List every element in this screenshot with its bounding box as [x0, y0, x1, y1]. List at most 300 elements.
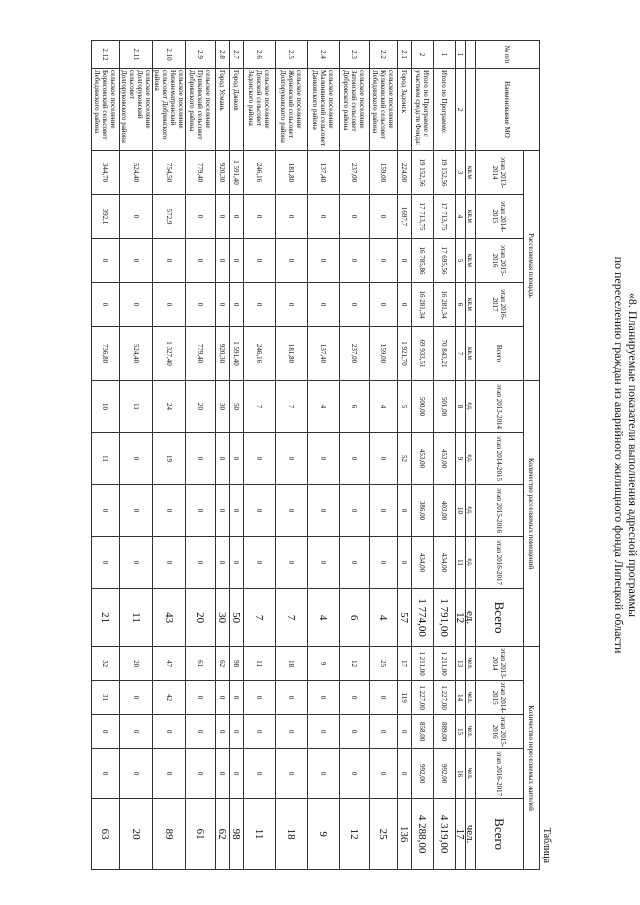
value-cell: 0 [92, 239, 120, 283]
unit-cell: чел. [466, 647, 476, 681]
row-number: 2.8 [216, 41, 230, 69]
value-cell: 0 [230, 715, 244, 749]
value-cell: 392,1 [92, 195, 120, 239]
value-cell: 0 [230, 195, 244, 239]
value-cell: 17 [398, 647, 412, 681]
header-people-col: этап 2015-2016 [476, 715, 524, 749]
value-cell: 0 [398, 239, 412, 283]
value-cell: 0 [244, 195, 276, 239]
value-cell: 0 [92, 485, 120, 537]
value-cell: 0 [370, 485, 398, 537]
value-cell: 434,00 [412, 537, 434, 589]
value-cell: 0 [398, 715, 412, 749]
col-number: 6 [456, 283, 466, 327]
value-cell: 17 713,75 [434, 195, 456, 239]
value-cell: 0 [153, 537, 186, 589]
value-cell: 16 281,34 [412, 283, 434, 327]
value-cell: 1 791,00 [434, 589, 456, 647]
value-cell: 7 [276, 381, 308, 433]
table-row [230, 41, 244, 870]
col-number: 8 [456, 381, 466, 433]
value-cell: 19 152,56 [434, 151, 456, 195]
value-cell: 992,00 [412, 749, 434, 799]
value-cell: 1 211,00 [434, 647, 456, 681]
value-cell: 6 [340, 381, 370, 433]
value-cell: 889,00 [434, 715, 456, 749]
value-cell: 31 [92, 681, 120, 715]
col-number: 12 [456, 589, 466, 647]
col-number: 1 [456, 41, 466, 69]
value-cell: 0 [244, 239, 276, 283]
row-number: 2.2 [370, 41, 398, 69]
value-cell: 63 [92, 799, 120, 870]
value-cell: 11 [244, 799, 276, 870]
header-rooms-col: этап 2016-2017 [476, 537, 524, 589]
value-cell: 0 [370, 239, 398, 283]
value-cell: 0 [216, 239, 230, 283]
value-cell: 0 [120, 195, 153, 239]
unit-cell: чел. [466, 715, 476, 749]
value-cell: 0 [340, 283, 370, 327]
row-number: 2.6 [244, 41, 276, 69]
value-cell: 0 [186, 283, 216, 327]
table-row [370, 41, 398, 870]
value-cell: 137,40 [308, 151, 340, 195]
municipality-name: Город Усмань [216, 69, 230, 151]
value-cell: 0 [340, 195, 370, 239]
value-cell: 7 [244, 589, 276, 647]
value-cell: 524,40 [120, 327, 153, 381]
value-cell: 754,50 [153, 151, 186, 195]
value-cell: 0 [244, 681, 276, 715]
value-cell: 137,40 [308, 327, 340, 381]
value-cell: 12 [340, 647, 370, 681]
value-cell: 6 [340, 589, 370, 647]
value-cell: 0 [153, 485, 186, 537]
unit-cell: ед. [466, 485, 476, 537]
value-cell: 0 [153, 749, 186, 799]
value-cell: 0 [340, 433, 370, 485]
value-cell: 50 [230, 589, 244, 647]
col-number: 16 [456, 749, 466, 799]
unit-cell: чел. [466, 681, 476, 715]
row-number: 2.12 [92, 41, 120, 69]
unit-cell: кв.м [466, 327, 476, 381]
table-row [216, 41, 230, 870]
municipality-name: сельское поселение Нижнематренский сельсовет Добринского района [153, 69, 186, 151]
value-cell: 25 [370, 647, 398, 681]
value-cell: 0 [186, 681, 216, 715]
value-cell: 181,80 [276, 327, 308, 381]
value-cell: 19 152,56 [412, 151, 434, 195]
value-cell: 0 [92, 715, 120, 749]
table-row [340, 41, 370, 870]
value-cell: 0 [276, 195, 308, 239]
row-number: 2.4 [308, 41, 340, 69]
value-cell: 0 [230, 749, 244, 799]
value-cell: 0 [370, 749, 398, 799]
col-number: 11 [456, 537, 466, 589]
value-cell: 0 [244, 749, 276, 799]
value-cell: 0 [120, 681, 153, 715]
value-cell: 0 [153, 283, 186, 327]
value-cell: 0 [244, 485, 276, 537]
municipality-name: Итого по Программе с участием средств Фонда: [412, 69, 434, 151]
value-cell: 20 [120, 647, 153, 681]
value-cell: 386,00 [412, 485, 434, 537]
value-cell: 0 [216, 433, 230, 485]
value-cell: 4 [308, 589, 340, 647]
value-cell: 0 [120, 715, 153, 749]
value-cell: 453,00 [434, 433, 456, 485]
value-cell: 159,00 [370, 327, 398, 381]
value-cell: 0 [244, 433, 276, 485]
value-cell: 0 [308, 239, 340, 283]
header-name: Наименование МО [476, 69, 540, 151]
value-cell: 69 933,51 [412, 327, 434, 381]
unit-cell: чел. [466, 799, 476, 870]
header-rooms-col: Всего [476, 589, 524, 647]
value-cell: 0 [340, 715, 370, 749]
value-cell: 52 [398, 433, 412, 485]
value-cell: 0 [276, 749, 308, 799]
value-cell: 4 [370, 589, 398, 647]
header-area-col: этап 2015-2016 [476, 239, 524, 283]
header-area-col: этап 2013-2014 [476, 151, 524, 195]
value-cell: 43 [153, 589, 186, 647]
header-rooms-col: этап 2013-2014 [476, 381, 524, 433]
value-cell: 0 [308, 749, 340, 799]
value-cell: 453,00 [412, 433, 434, 485]
col-number: 5 [456, 239, 466, 283]
table-row [120, 41, 153, 870]
value-cell: 0 [370, 715, 398, 749]
value-cell: 0 [230, 433, 244, 485]
value-cell: 1 327,40 [153, 327, 186, 381]
header-people-col: этап 2016-2017 [476, 749, 524, 799]
header-num: № п/п [476, 41, 540, 69]
value-cell: 0 [186, 239, 216, 283]
value-cell: 1 921,70 [398, 327, 412, 381]
value-cell: 16 281,34 [434, 283, 456, 327]
value-cell: 0 [370, 681, 398, 715]
value-cell: 0 [216, 749, 230, 799]
table-row [276, 41, 308, 870]
value-cell: 1 211,00 [412, 647, 434, 681]
table-row [434, 41, 456, 870]
row-number: 2.1 [398, 41, 412, 69]
value-cell: 0 [276, 433, 308, 485]
value-cell: 0 [398, 537, 412, 589]
value-cell: 0 [230, 485, 244, 537]
value-cell: 0 [276, 283, 308, 327]
value-cell: 89 [153, 799, 186, 870]
value-cell: 0 [216, 195, 230, 239]
municipality-name: Город Задонск [398, 69, 412, 151]
header-rooms-col: этап 2015-2016 [476, 485, 524, 537]
unit-cell: ед. [466, 381, 476, 433]
table-row [308, 41, 340, 870]
unit-empty [466, 69, 476, 151]
value-cell: 50 [230, 381, 244, 433]
value-cell: 18 [276, 647, 308, 681]
municipality-name: Город Данков [230, 69, 244, 151]
value-cell: 572,9 [153, 195, 186, 239]
value-cell: 0 [230, 283, 244, 327]
value-cell: 0 [308, 537, 340, 589]
value-cell: 0 [186, 433, 216, 485]
header-people-col: этап 2014-2015 [476, 681, 524, 715]
municipality-name: Итого по Программе: [434, 69, 456, 151]
value-cell: 5 [398, 381, 412, 433]
municipality-name: сельское поселение Затонский сельсовет Добровского района [340, 69, 370, 151]
value-cell: 0 [186, 485, 216, 537]
municipality-name: сельское поселение Куликовский сельсовет Лебедянского района [370, 69, 398, 151]
value-cell: 0 [244, 283, 276, 327]
value-cell: 25 [370, 799, 398, 870]
value-cell: 1 591,40 [230, 151, 244, 195]
value-cell: 0 [120, 239, 153, 283]
value-cell: 32 [92, 647, 120, 681]
indicators-table [91, 40, 540, 870]
col-number: 3 [456, 151, 466, 195]
value-cell: 0 [370, 195, 398, 239]
value-cell: 4 [308, 381, 340, 433]
value-cell: 1 774,00 [412, 589, 434, 647]
unit-cell: кв.м [466, 195, 476, 239]
table-label: Таблица [541, 827, 552, 863]
value-cell: 0 [216, 681, 230, 715]
value-cell: 17 695,56 [434, 239, 456, 283]
value-cell: 0 [308, 485, 340, 537]
value-cell: 57 [398, 589, 412, 647]
value-cell: 11 [92, 433, 120, 485]
value-cell: 0 [216, 537, 230, 589]
value-cell: 0 [186, 195, 216, 239]
value-cell: 19 [153, 433, 186, 485]
value-cell: 98 [230, 799, 244, 870]
value-cell: 0 [276, 681, 308, 715]
value-cell: 12 [340, 799, 370, 870]
value-cell: 0 [398, 485, 412, 537]
value-cell: 779,40 [186, 327, 216, 381]
unit-empty [466, 41, 476, 69]
value-cell: 1 227,00 [434, 681, 456, 715]
value-cell: 246,16 [244, 327, 276, 381]
value-cell: 0 [92, 537, 120, 589]
unit-cell: кв.м [466, 151, 476, 195]
municipality-name: сельское поселение Борисовский сельсовет Лебедянского района [92, 69, 120, 151]
value-cell: 4 319,00 [434, 799, 456, 870]
value-cell: 10 [92, 381, 120, 433]
value-cell: 0 [276, 485, 308, 537]
value-cell: 98 [230, 647, 244, 681]
row-number: 2.3 [340, 41, 370, 69]
value-cell: 61 [186, 799, 216, 870]
value-cell: 0 [230, 537, 244, 589]
value-cell: 0 [186, 537, 216, 589]
header-area-col: этап 2016-2017 [476, 283, 524, 327]
unit-cell: кв.м [466, 283, 476, 327]
col-number: 14 [456, 681, 466, 715]
table-row [92, 41, 120, 870]
value-cell: 920,30 [216, 327, 230, 381]
table-row [153, 41, 186, 870]
value-cell: 0 [398, 283, 412, 327]
unit-cell: ед. [466, 589, 476, 647]
value-cell: 62 [216, 647, 230, 681]
row-number: 2.11 [120, 41, 153, 69]
col-number: 17 [456, 799, 466, 870]
value-cell: 47 [153, 647, 186, 681]
value-cell: 0 [340, 485, 370, 537]
value-cell: 24 [153, 381, 186, 433]
header-area-col: этап 2014-2015 [476, 195, 524, 239]
value-cell: 0 [230, 681, 244, 715]
value-cell: 4 [370, 381, 398, 433]
value-cell: 30 [216, 589, 230, 647]
value-cell: 0 [186, 715, 216, 749]
value-cell: 0 [153, 715, 186, 749]
value-cell: 0 [120, 537, 153, 589]
table-row [398, 41, 412, 870]
table-row [412, 41, 434, 870]
value-cell: 920,30 [216, 151, 230, 195]
value-cell: 9 [308, 647, 340, 681]
value-cell: 0 [308, 715, 340, 749]
value-cell: 0 [120, 433, 153, 485]
value-cell: 237,00 [340, 327, 370, 381]
value-cell: 524,40 [120, 151, 153, 195]
table-row [244, 41, 276, 870]
municipality-name: сельское поселение Жерновский сельсовет Долгоруковского района [276, 69, 308, 151]
col-number: 2 [456, 69, 466, 151]
value-cell: 0 [370, 283, 398, 327]
value-cell: 0 [308, 681, 340, 715]
value-cell: 501,00 [434, 381, 456, 433]
col-number: 7 [456, 327, 466, 381]
value-cell: 246,16 [244, 151, 276, 195]
value-cell: 11 [120, 381, 153, 433]
value-cell: 0 [308, 195, 340, 239]
value-cell: 70 843,21 [434, 327, 456, 381]
value-cell: 159,00 [370, 151, 398, 195]
value-cell: 0 [398, 749, 412, 799]
value-cell: 0 [120, 749, 153, 799]
value-cell: 21 [92, 589, 120, 647]
municipality-name: сельское поселение Донской сельсовет Задонского района [244, 69, 276, 151]
col-number: 13 [456, 647, 466, 681]
header-area-col: Всего [476, 327, 524, 381]
row-number: 2.9 [186, 41, 216, 69]
value-cell: 0 [120, 283, 153, 327]
value-cell: 11 [244, 647, 276, 681]
value-cell: 0 [340, 537, 370, 589]
value-cell: 0 [308, 283, 340, 327]
value-cell: 0 [216, 715, 230, 749]
value-cell: 136 [398, 799, 412, 870]
value-cell: 0 [276, 239, 308, 283]
col-number: 10 [456, 485, 466, 537]
value-cell: 992,00 [434, 749, 456, 799]
value-cell: 0 [216, 283, 230, 327]
value-cell: 61 [186, 647, 216, 681]
value-cell: 30 [216, 381, 230, 433]
value-cell: 1 227,00 [412, 681, 434, 715]
value-cell: 0 [244, 715, 276, 749]
value-cell: 0 [92, 283, 120, 327]
value-cell: 18 [276, 799, 308, 870]
value-cell: 0 [153, 239, 186, 283]
value-cell: 16 785,86 [412, 239, 434, 283]
value-cell: 42 [153, 681, 186, 715]
value-cell: 9 [308, 799, 340, 870]
value-cell: 20 [120, 799, 153, 870]
value-cell: 0 [186, 749, 216, 799]
value-cell: 181,80 [276, 151, 308, 195]
value-cell: 11 [120, 589, 153, 647]
value-cell: 1697,7 [398, 195, 412, 239]
value-cell: 1 591,40 [230, 327, 244, 381]
value-cell: 17 713,75 [412, 195, 434, 239]
row-number: 2.7 [230, 41, 244, 69]
value-cell: 0 [216, 485, 230, 537]
document-title: «8. Планируемые показатели выполнения адресной программы [626, 292, 640, 618]
value-cell: 403,00 [434, 485, 456, 537]
value-cell: 344,70 [92, 151, 120, 195]
row-number: 1 [434, 41, 456, 69]
municipality-name: сельское поселение Малинвинский сельсовет Данковского района [308, 69, 340, 151]
value-cell: 4 288,00 [412, 799, 434, 870]
value-cell: 434,00 [434, 537, 456, 589]
table-row [186, 41, 216, 870]
unit-cell: чел. [466, 749, 476, 799]
municipality-name: сельское поселение Долгоруковский сельсовет Долгоруковского района [120, 69, 153, 151]
value-cell: 0 [370, 433, 398, 485]
value-cell: 0 [120, 485, 153, 537]
value-cell: 0 [92, 749, 120, 799]
value-cell: 500,00 [412, 381, 434, 433]
value-cell: 0 [340, 239, 370, 283]
value-cell: 0 [340, 681, 370, 715]
municipality-name: сельское поселение Пушкинский сельсовет Добринского района [186, 69, 216, 151]
value-cell: 20 [186, 589, 216, 647]
value-cell: 119 [398, 681, 412, 715]
document-subtitle: по переселению граждан из аварийного жилищного фонда Липецкой области [612, 256, 626, 654]
value-cell: 858,00 [412, 715, 434, 749]
value-cell: 0 [244, 537, 276, 589]
col-number: 4 [456, 195, 466, 239]
unit-cell: ед. [466, 537, 476, 589]
header-people-group: Количество переселяемых жителей [524, 647, 540, 870]
col-number: 15 [456, 715, 466, 749]
value-cell: 779,40 [186, 151, 216, 195]
value-cell: 7 [244, 381, 276, 433]
value-cell: 62 [216, 799, 230, 870]
col-number: 9 [456, 433, 466, 485]
value-cell: 224,00 [398, 151, 412, 195]
value-cell: 0 [276, 715, 308, 749]
table-body [92, 41, 456, 870]
unit-cell: кв.м [466, 239, 476, 283]
value-cell: 20 [186, 381, 216, 433]
value-cell: 736,80 [92, 327, 120, 381]
value-cell: 0 [230, 239, 244, 283]
header-rooms-group: Количество расселяемых помещений [524, 381, 540, 647]
value-cell: 0 [340, 749, 370, 799]
value-cell: 7 [276, 589, 308, 647]
value-cell: 0 [308, 433, 340, 485]
